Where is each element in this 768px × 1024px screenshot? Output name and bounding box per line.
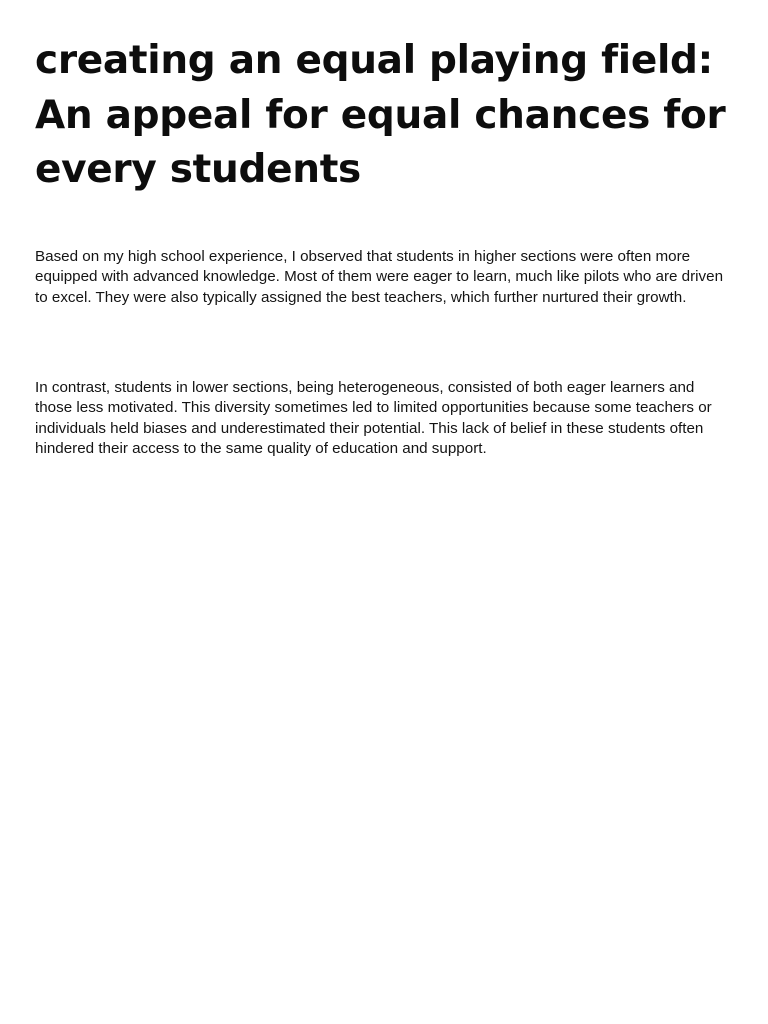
document-title: creating an equal playing field: An appeal for equal chances for every students	[35, 38, 726, 192]
paragraph-1: Based on my high school experience, I observed that students in higher sections were often more equipped with advanced knowledge. Most of them were eager to learn, much like pilots who are driven to excel. They were also typically assigned the best teachers, which further nurtured their growth.	[35, 248, 724, 306]
paragraph-2: In contrast, students in lower sections, being heterogeneous, consisted of both eager learners and those less motivated. This diversity sometimes led to limited opportunities because some teachers or individuals held biases and underestimated their potential. This lack of belief in these students often hindered their access to the same quality of education and support.	[35, 379, 712, 457]
